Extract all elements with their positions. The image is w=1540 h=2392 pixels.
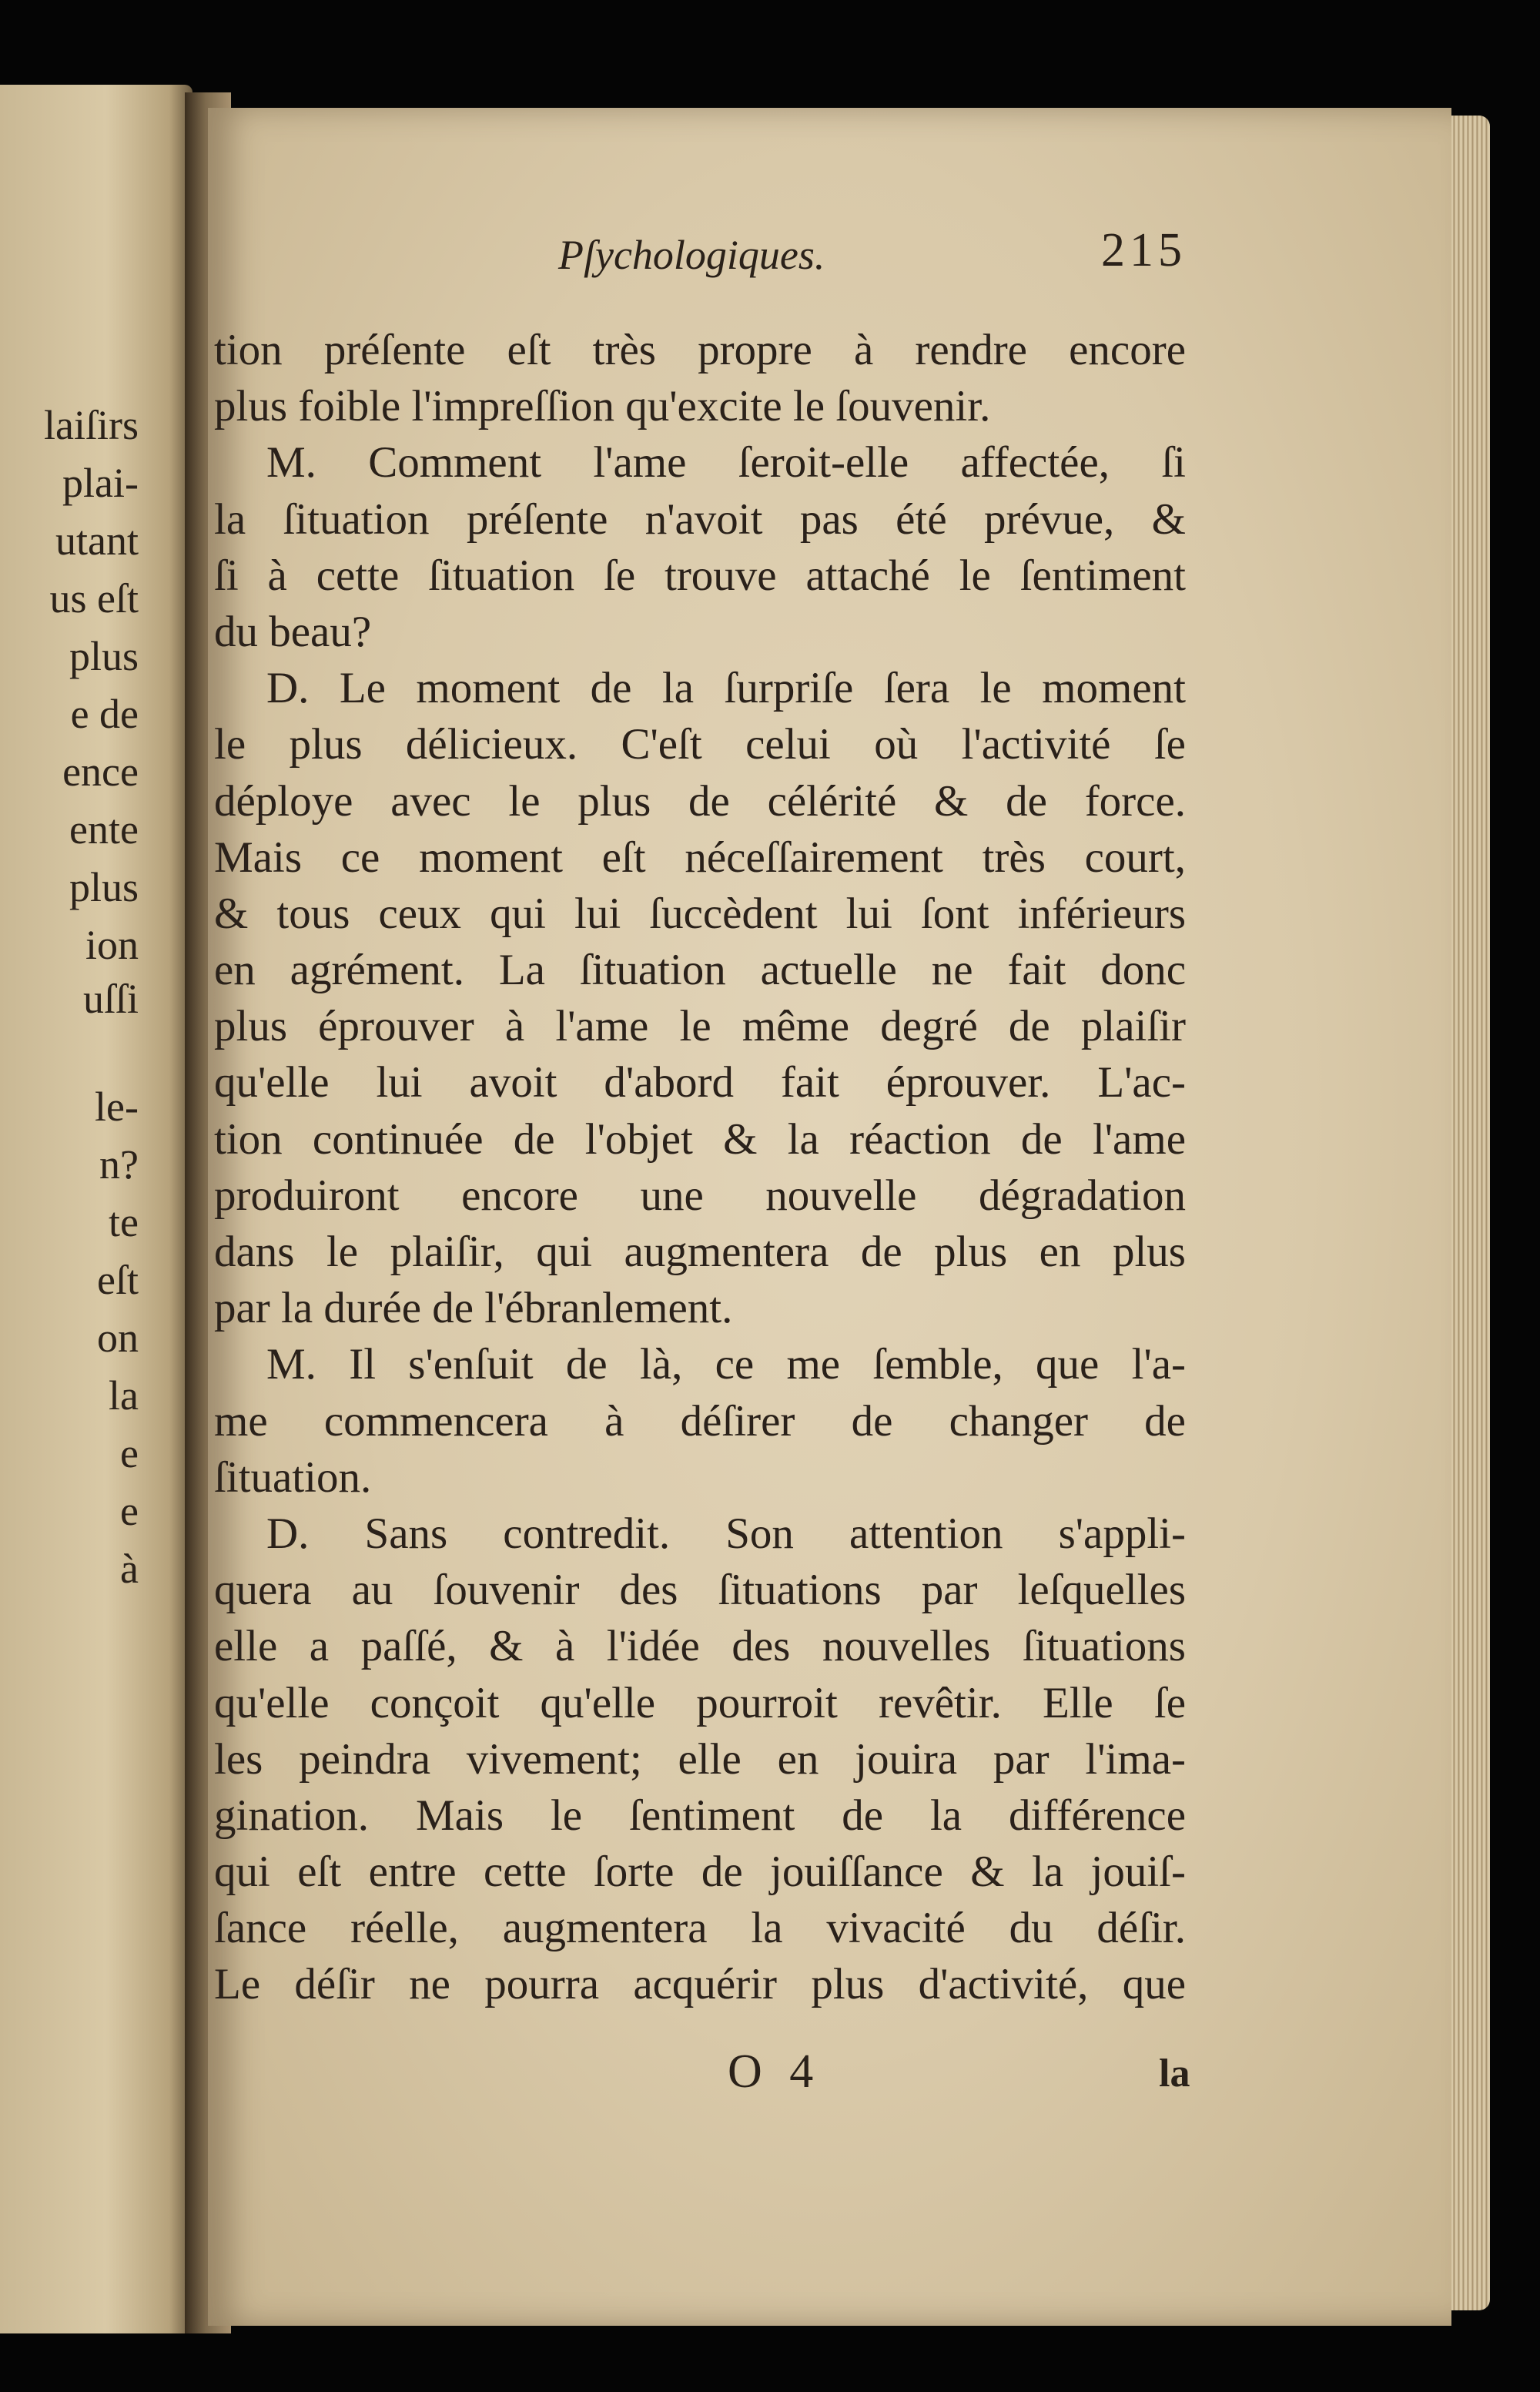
left-page-fragment: à <box>120 1546 139 1592</box>
left-page-fragment: plus <box>69 864 139 910</box>
left-page <box>0 85 192 2333</box>
left-page-fragment: ence <box>62 749 139 795</box>
text-line: du beau? <box>214 607 372 656</box>
text-line: plus foible l'impreſſion qu'excite le ſouvenir. <box>214 382 991 431</box>
left-page-fragment: te <box>109 1199 139 1245</box>
left-page-fragment: laiſirs <box>44 402 139 448</box>
text-line: les peindra vivement; elle en jouira par l'ima- <box>214 1734 1186 1784</box>
text-line: tion continuée de l'objet & la réaction de l'ame <box>214 1114 1186 1164</box>
running-head: Pſychologiques. <box>558 232 825 278</box>
left-page-fragment: e de <box>70 691 139 737</box>
body-text <box>214 322 1186 2013</box>
text-line: par la durée de l'ébranlement. <box>214 1284 733 1333</box>
text-line: quera au ſouvenir des ſituations par leſquelles <box>214 1566 1186 1615</box>
text-line: produiront encore une nouvelle dégradation <box>214 1171 1186 1220</box>
text-line: ſituation. <box>214 1452 372 1502</box>
left-page-fragment: eſt <box>97 1257 139 1303</box>
left-page-fragment: le- <box>95 1084 139 1130</box>
text-line: ſance réelle, augmentera la vivacité du déſir. <box>214 1904 1186 1953</box>
left-page-fragment: ion <box>85 922 139 968</box>
text-line: qu'elle conçoit qu'elle pourroit revêtir. Elle ſe <box>214 1678 1186 1727</box>
text-line: me commencera à déſirer de changer de <box>214 1396 1186 1446</box>
text-line: dans le plaiſir, qui augmentera de plus en plus <box>214 1228 1186 1276</box>
text-line: ſi à cette ſituation ſe trouve attaché le ſentiment <box>214 551 1186 600</box>
left-page-fragment: ente <box>69 806 139 853</box>
left-page-fragment: uſſi <box>82 976 139 1022</box>
left-page-fragment: on <box>97 1315 139 1361</box>
left-page-fragment: utant <box>55 518 139 564</box>
left-page-fragment: plus <box>69 633 139 679</box>
left-page-fragment: n? <box>99 1141 139 1188</box>
left-page-fragment: plai- <box>62 460 139 506</box>
left-page-fragment: us eſt <box>49 575 139 621</box>
text-line: M. Il s'enſuit de là, ce me ſemble, que l'a- <box>266 1340 1186 1389</box>
left-page-fragment: la <box>109 1372 139 1419</box>
text-line: D. Le moment de la ſurpriſe ſera le moment <box>266 664 1186 713</box>
text-line: D. Sans contredit. Son attention s'appli- <box>266 1509 1186 1558</box>
left-page-fragment: e <box>120 1488 139 1534</box>
text-line: déploye avec le plus de célérité & de force. <box>214 776 1186 826</box>
text-line: Mais ce moment eſt néceſſairement très court, <box>214 833 1186 882</box>
text-line: M. Comment l'ame ſeroit-elle affectée, ſi <box>266 438 1186 487</box>
text-line: plus éprouver à l'ame le même degré de plaiſir <box>214 1002 1186 1051</box>
text-line: qui eſt entre cette ſorte de jouiſſance & la jouiſ- <box>214 1848 1186 1897</box>
text-line: elle a paſſé, & à l'idée des nouvelles ſituations <box>214 1622 1186 1671</box>
text-line: gination. Mais le ſentiment de la différence <box>214 1791 1186 1840</box>
page-number: 215 <box>1101 224 1187 276</box>
text-line: Le déſir ne pourra acquérir plus d'activité, que <box>214 1960 1186 2009</box>
text-line: & tous ceux qui lui ſuccèdent lui ſont inférieurs <box>214 889 1186 938</box>
left-page-fragment: e <box>120 1430 139 1476</box>
catchword: la <box>1159 2052 1190 2096</box>
text-line: qu'elle lui avoit d'abord fait éprouver. L'ac- <box>214 1058 1186 1107</box>
text-line: le plus délicieux. C'eſt celui où l'activité ſe <box>214 720 1186 769</box>
text-line: la ſituation préſente n'avoit pas été prévue, & <box>214 494 1186 544</box>
signature-mark: O 4 <box>728 2045 822 2098</box>
text-line: en agrément. La ſituation actuelle ne fait donc <box>214 946 1186 995</box>
text-line: tion préſente eſt très propre à rendre encore <box>214 326 1186 374</box>
